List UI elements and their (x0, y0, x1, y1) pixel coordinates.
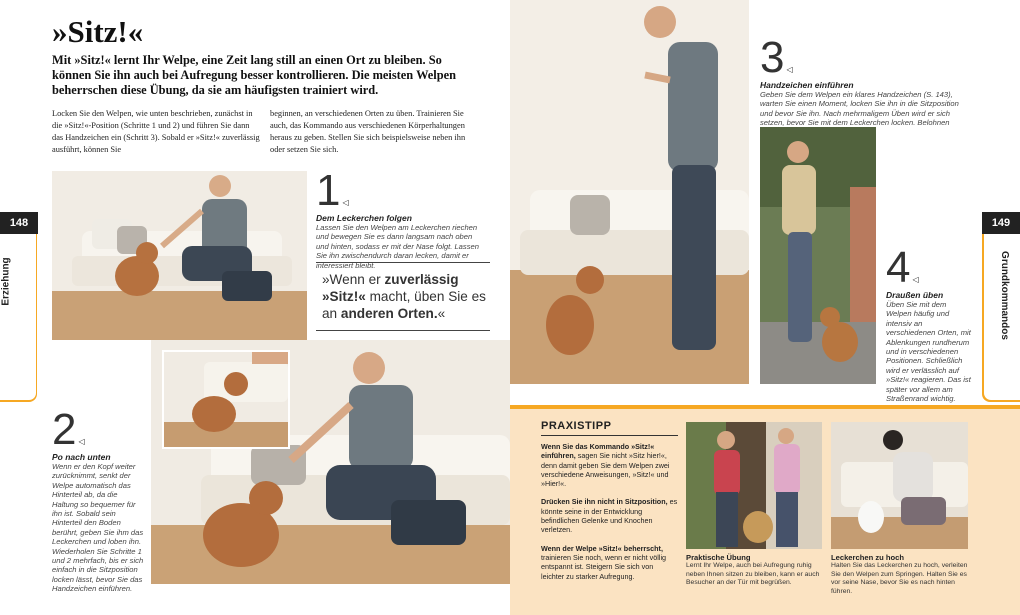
caption-treat (831, 553, 971, 596)
quote-text-3: « (437, 306, 446, 321)
tip-item: Drücken Sie ihn nicht in Sitzposition, es könnte seine in der Entwicklung befindlichen Gelenke und Knochen verletzen. (541, 497, 678, 535)
step-3-number: 3 (760, 33, 785, 82)
step-1-text: Lassen Sie den Welpen am Leckerchen riechen und bewegen Sie es dann langsam nach oben und hinten, sodass er mit der Nase folgt. Lassen Sie ihn zwischendurch daran lecken, damit er interessiert bleibt. (316, 223, 479, 270)
page-number-right: 149 (982, 212, 1020, 234)
caption-practice (686, 553, 822, 588)
quote-bold-2: »Sitz!« (322, 289, 366, 304)
triangle-arrow-icon: ◁ (342, 198, 349, 207)
step-1-block (316, 166, 480, 270)
step-2-block (52, 405, 144, 594)
photo-treat-too-high (831, 422, 968, 549)
section-label-right: Grundkommandos (998, 251, 1010, 340)
step-3-text: Geben Sie dem Welpen ein klares Handzeichen (S. 143), warten Sie einen Moment, locken Sie ihn in die Sitzposition und bevor Sie ihn. Nach mehrmaligem Üben wird er sich setzen, bevor Sie mit dem Leckerchen locken. Belohnen (760, 90, 959, 128)
praxistipp-heading: PRAXISTIPP (541, 420, 612, 432)
quote-text-1: »Wenn er (322, 272, 385, 287)
page-headline: »Sitz!« (52, 14, 144, 49)
page-number-left: 148 (0, 212, 38, 234)
photo-practice (686, 422, 822, 549)
tip-item: Wenn der Welpe »Sitz!« beherrscht, trainieren Sie noch, wenn er nicht völlig entspannt ist. Steigern Sie sich von leichter zu starker Aufregung. (541, 543, 667, 581)
step-1-number: 1 (316, 166, 341, 215)
caption-treat-title: Leckerchen zu hoch (831, 553, 905, 562)
tip-item: Wenn Sie das Kommando »Sitz!« einführen, sagen Sie nicht »Sitz hier!«, denn damit geben Sie dem Welpen zwei verschiedene Anweisungen, »Sitz!« und »Hier!«. (541, 442, 670, 489)
section-label-left: Erziehung (0, 257, 12, 306)
quote-text-2: macht, üben Sie es an (322, 289, 486, 321)
step-4-title: Draußen üben (886, 290, 944, 300)
caption-treat-text: Halten Sie das Leckerchen zu hoch, verleiten Sie den Welpen zum Springen. Halten Sie es vor seine Nase, bevor Sie es nach hinten führen. (831, 562, 968, 595)
triangle-arrow-icon: ◁ (78, 437, 85, 446)
step-4-text: Üben Sie mit dem Welpen häufig und intensiv an verschiedenen Orten, mit Ablenkungen rundherum und in verschiedenen Positionen. Schließlich wird er verlässlich auf »Sitz!« reagieren. Das ist später vor allem am Straßenrand wichtig. (886, 300, 971, 404)
lead-paragraph: Mit »Sitz!« lernt Ihr Welpe, eine Zeit lang still an einen Ort zu bleiben. So können Sie ihn auch bei Aufregung besser kontrollieren. Die meisten Welpen beherrschen diese Übung, da sie am häufigsten trainiert wird. (52, 53, 457, 97)
praxistipp-top-rule (510, 405, 1020, 409)
body-text-column-1: Locken Sie den Welpen, wie unten beschrieben, zunächst in die »Sitz!«-Position (Schritte 1 und 2) und führen Sie dann das Handzeichen ein (Schritt 3). Sobald er »Sitz!« zuverlässig ausführt, können Sie (52, 109, 260, 154)
step-3-title: Handzeichen einführen (760, 80, 854, 90)
photo-step-4 (760, 127, 876, 384)
body-text-column-2: beginnen, an verschiedenen Orten zu üben. Trainieren Sie auch, das Kommando aus verschiedenen Körperhaltungen heraus zu geben. Stellen Sie sich beispielsweise neben ihn oder setzen Sie sich. (270, 109, 466, 154)
triangle-arrow-icon: ◁ (912, 275, 919, 284)
photo-step-1 (52, 171, 307, 340)
step-2-title: Po nach unten (52, 452, 111, 462)
triangle-arrow-icon: ◁ (786, 65, 793, 74)
quote-bold-1: zuverlässig (384, 272, 459, 287)
step-3-block (760, 33, 960, 137)
photo-step-3 (510, 0, 749, 384)
step-1-title: Dem Leckerchen folgen (316, 213, 412, 223)
praxistipp-list (541, 442, 678, 590)
step-4-number: 4 (886, 243, 911, 292)
step-2-number: 2 (52, 405, 77, 454)
caption-practice-text: Lernt Ihr Welpe, auch bei Aufregung ruhig neben Ihnen sitzen zu bleiben, kann er auch Besucher an der Tür mit begrüßen. (686, 562, 820, 587)
step-4-block (886, 243, 972, 404)
step-2-text: Wenn er den Kopf weiter zurücknimmt, senkt der Welpe automatisch das Hinterteil ab, da die Haltung so bequemer für ihn ist. Sobald sein Hinterteil den Boden berührt, geben Sie ihm das Leckerchen und loben ihn. Wiederholen Sie Schritte 1 und 2 mehrfach, bis er sich einfach in die Sitzposition locken lässt, bevor Sie das Handzeichen einführen. (52, 462, 144, 594)
pull-quote (316, 262, 490, 331)
caption-practice-title: Praktische Übung (686, 553, 751, 562)
quote-bold-3: anderen Orten. (340, 306, 438, 321)
praxistipp-heading-rule (541, 435, 678, 436)
photo-step-2-inset (162, 350, 290, 449)
